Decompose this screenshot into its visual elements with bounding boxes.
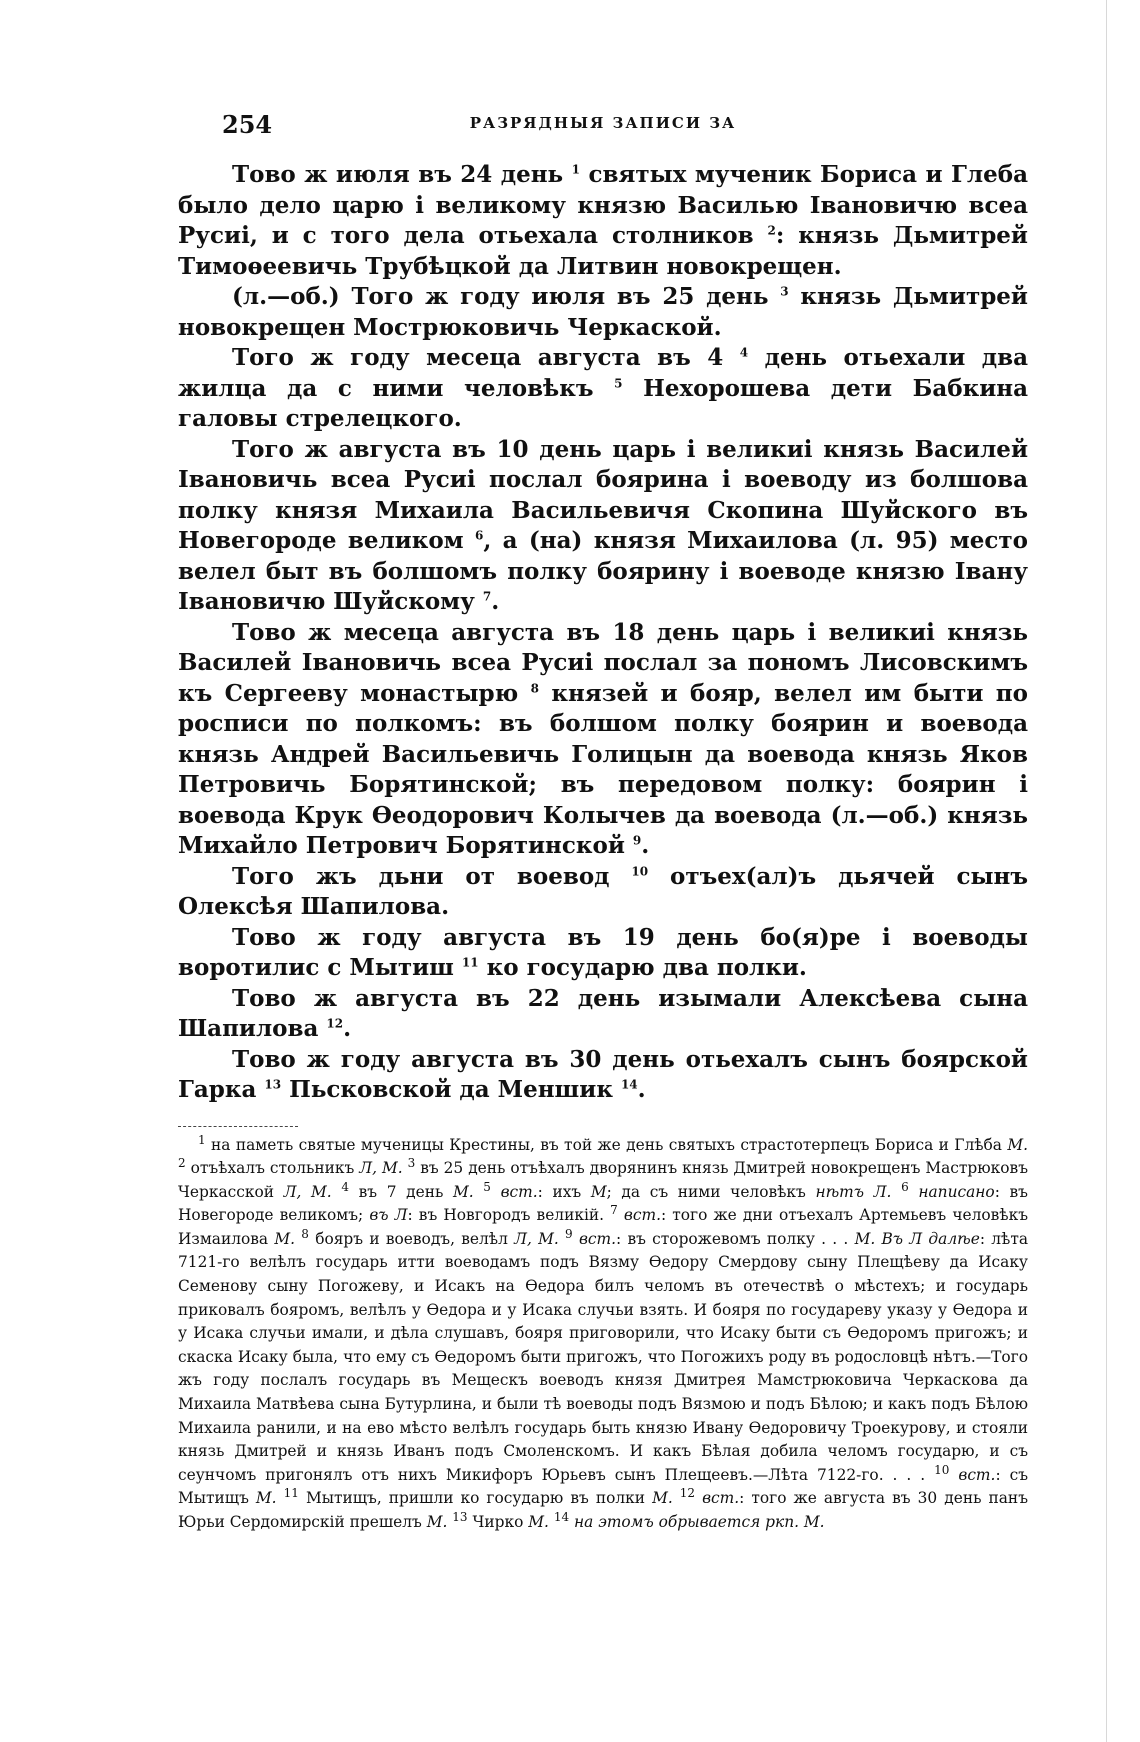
text-run: Того ж августа въ 10 день царь і великиі князь Василей Івановичь всеа Русиі послал боярина і воеводу из болшова полку князя Михаила Васильевичя Скопина Шуйского въ Новегороде великом <box>178 435 1028 554</box>
paragraph <box>178 923 1028 984</box>
footnote-marker: 7 <box>610 1203 618 1218</box>
running-title: РАЗРЯДНЫЯ ЗАПИСИ ЗА <box>469 114 737 132</box>
text-run: князей и бояр, велел им быти по росписи по полкомъ: въ болшом полку боярин и воевода князь Андрей Васильевичь Голицын да воевода князь Яков Петровичь Борятинской; въ передовом полку: боярин і воевода Крук Ѳеодорович Колычев да воевода (л.—об.) князь Михайло Петрович Борятинской <box>178 679 1028 859</box>
text-run <box>277 1489 284 1507</box>
text-run: Чирко <box>467 1513 529 1531</box>
footnote-marker: 11 <box>461 955 479 970</box>
source-siglum: вст. <box>958 1465 996 1484</box>
footnote-marker: 12 <box>679 1486 696 1501</box>
text-run: . <box>343 1015 352 1042</box>
footnote-marker: 3 <box>407 1155 416 1170</box>
text-run: святых мученик Бориса и Глеба было дело царю і великому князю Василью Івановичю всеа Русиі, и с того дела отьехала столников <box>178 161 1028 249</box>
source-siglum: М. Въ Л далѣе <box>854 1229 980 1248</box>
source-siglum: М. <box>528 1513 549 1531</box>
text-run: (л.—об.) Того ж году июля въ 25 день <box>232 283 781 310</box>
text-run: . <box>491 588 500 615</box>
source-siglum: М. <box>1007 1135 1028 1154</box>
source-siglum: въ Л <box>369 1206 408 1225</box>
footnote-marker: 8 <box>301 1226 309 1241</box>
footnote-marker: 11 <box>283 1486 299 1501</box>
text-run: Мытищъ, пришли ко государю въ полки <box>298 1489 653 1508</box>
text-run: : того же дни отъехалъ Артемьевъ человѣкъ Измаилова <box>178 1206 1028 1248</box>
text-run: Тово ж августа въ 22 день изымали Алексѣева сына Шапилова <box>178 984 1028 1042</box>
source-siglum: Л, М. <box>514 1229 559 1248</box>
page-header <box>178 110 1028 142</box>
text-run: отъех(ал)ъ дьячей сынъ Олексѣя Шапилова. <box>178 862 1028 920</box>
text-run: : въ Новегороде великомъ; <box>178 1182 1028 1225</box>
footnote-marker: 4 <box>341 1179 349 1194</box>
text-run: въ 7 день <box>348 1182 453 1201</box>
footnote-marker: 9 <box>565 1226 573 1241</box>
footnote-marker: 14 <box>553 1509 570 1524</box>
paragraph <box>178 984 1028 1045</box>
page-edge-line <box>1106 0 1107 1742</box>
source-siglum: М. <box>274 1229 296 1248</box>
source-siglum: вст. <box>702 1489 740 1508</box>
paragraph <box>178 618 1028 862</box>
text-run: : того же августа въ 30 день панъ Юрьи Сердомирскій прешелъ <box>178 1489 1028 1531</box>
text-run: на паметь святые мученицы Крестины, въ той же день святыхъ страстотерпецъ Бориса и Глѣба <box>205 1135 1008 1154</box>
source-siglum: на этомъ обрывается ркп. М. <box>574 1513 825 1531</box>
text-run: : лѣта 7121-го велѣлъ государь итти воеводамъ подъ Вязму Ѳедору Смердову сыну Плещѣеву да Исаку Семенову сыну Погожеву, и Исакъ на Ѳедора билъ челомъ въ отечествѣ о мѣстехъ; и государь приковалъ бояромъ, велѣлъ у Ѳедора и у Исака случьи взять. И бояря по государеву указу у Ѳедора и у Исака случьи имали, и дѣла слушавъ, бояря приговорили, что Исаку быти съ Ѳедоромъ пригожъ; и скаска Исаку была, что ему съ Ѳедоромъ быти пригожъ, что Погожихъ роду въ родословцѣ нѣтъ.—Того жъ году послалъ государь въ Мещескъ воеводъ князя Дмитрея Мамстрюковича Черкаскова да Михаила Матвѣева сына Бутурлина, и были тѣ воеводы подъ Вязмою и подъ Бѣлою; и какъ подъ Бѣлою Михаила ранили, и на ево мѣсто велѣлъ государь быть князю Ивану Ѳедоровичу Троекурову, и стояли князь Дмитрей и князь Иванъ подъ Смоленскомъ. И какъ Бѣлая добила челомъ государю, и съ сеунчомъ пригонялъ отъ нихъ Микифоръ Юрьевъ сынъ Плещеевъ.—Лѣта 7122-го. . . . <box>178 1229 1029 1484</box>
text-run: ко государю два полки. <box>478 954 807 981</box>
footnotes <box>178 1134 1028 1535</box>
text-run: : ихъ <box>537 1182 591 1201</box>
footnote-marker: 5 <box>614 375 623 390</box>
footnote-marker: 14 <box>620 1077 638 1092</box>
source-siglum: вст. <box>500 1182 538 1201</box>
paragraph <box>178 160 1028 282</box>
source-siglum: М. <box>652 1489 673 1508</box>
paragraph <box>178 435 1028 618</box>
footnote-marker: 7 <box>482 589 492 604</box>
footnote-marker: 2 <box>767 223 776 238</box>
source-siglum: М <box>590 1182 607 1201</box>
text-run: Того жъ дьни от воевод <box>232 862 632 890</box>
text-run <box>474 1183 484 1201</box>
text-run: , а (на) князя Михаилова (л. 95) место велел быт въ болшомъ полку боярину і воеводе князю Івану Івановичю Шуйскому <box>178 527 1028 615</box>
paragraph <box>178 1045 1028 1106</box>
text-run <box>491 1183 501 1201</box>
text-run: : князь Дьмитрей Тимоѳеевичь Трубѣцкой да Литвин новокрещен. <box>178 222 1028 280</box>
text-run: : въ Новгородъ великій. <box>407 1206 611 1225</box>
text-run: ; да съ ними человѣкъ <box>606 1182 816 1201</box>
source-siglum: М. <box>453 1182 474 1201</box>
text-run: Тово ж году августа въ 19 день бо(я)ре і воеводы воротилис с Мытиш <box>178 923 1028 981</box>
paragraph <box>178 862 1028 923</box>
text-run: день отьехали два жилца да с ними человѣкъ <box>178 344 1028 402</box>
source-siglum: М. <box>426 1513 448 1531</box>
source-siglum: М. <box>255 1489 277 1508</box>
text-run <box>909 1183 919 1201</box>
footnote-marker: 12 <box>326 1016 344 1031</box>
source-siglum: написано <box>918 1182 995 1201</box>
footnote <box>178 1134 1028 1535</box>
text-run <box>332 1183 342 1201</box>
footnote-marker: 10 <box>934 1462 950 1477</box>
text-run: . <box>641 832 650 859</box>
text-run: бояръ и воеводъ, велѣл <box>308 1229 515 1248</box>
source-siglum: Л, М. <box>359 1159 403 1178</box>
text-run: . <box>637 1076 646 1103</box>
text-run: Нехорошева дети Бабкина галовы стрелецкого. <box>178 374 1028 432</box>
text-run: Тово ж году августа въ 30 день отьехалъ сынъ боярской Гарка <box>178 1045 1028 1103</box>
footnote-marker: 3 <box>780 284 789 299</box>
text-run <box>673 1489 680 1507</box>
text-run: : въ сторожевомъ полку . . . <box>616 1229 855 1248</box>
footnote-marker: 1 <box>571 162 580 177</box>
document-page <box>178 110 1028 1535</box>
text-run <box>949 1466 958 1484</box>
text-run: Тово ж месеца августа въ 18 день царь і великиі князь Василей Івановичь всеа Русиі послал за пономъ Лисовскимъ къ Сергееву монастырю <box>178 618 1028 707</box>
footnote-marker: 9 <box>632 833 642 848</box>
text-run: Пьсковской да Меншик <box>281 1076 621 1103</box>
paragraph <box>178 343 1028 435</box>
text-run: отъѣхалъ стольникъ <box>185 1159 360 1178</box>
footnote-marker: 6 <box>901 1179 909 1194</box>
footnote-marker: 13 <box>452 1509 468 1524</box>
main-text <box>178 160 1028 1106</box>
paragraph <box>178 282 1028 343</box>
footnote-marker: 13 <box>264 1077 282 1092</box>
footnote-marker: 2 <box>178 1155 186 1170</box>
source-siglum: нѣтъ Л. <box>815 1182 892 1201</box>
footnote-marker: 4 <box>739 345 749 360</box>
source-siglum: Л, М. <box>283 1182 332 1201</box>
footnote-separator <box>178 1126 298 1128</box>
footnote-marker: 10 <box>631 863 649 878</box>
footnote-marker: 1 <box>198 1132 206 1147</box>
page-number: 254 <box>222 110 273 139</box>
text-run: Того ж году месеца августа въ 4 <box>232 344 740 371</box>
text-run <box>891 1183 901 1201</box>
source-siglum: вст. <box>623 1206 661 1225</box>
footnote-marker: 6 <box>474 528 484 543</box>
text-run: Тово ж июля въ 24 день <box>232 161 572 188</box>
source-siglum: вст. <box>578 1229 617 1248</box>
footnote-marker: 5 <box>483 1179 491 1194</box>
text-run: князь Дьмитрей новокрещен Мострюковичь Черкаской. <box>178 283 1028 341</box>
footnote-marker: 8 <box>530 680 539 695</box>
text-run: въ 25 день отъѣхалъ дворянинъ князь Дмитрей новокрещенъ Мастрюковъ Черкасской <box>178 1159 1028 1201</box>
text-run: : съ Мытищъ <box>178 1465 1028 1508</box>
